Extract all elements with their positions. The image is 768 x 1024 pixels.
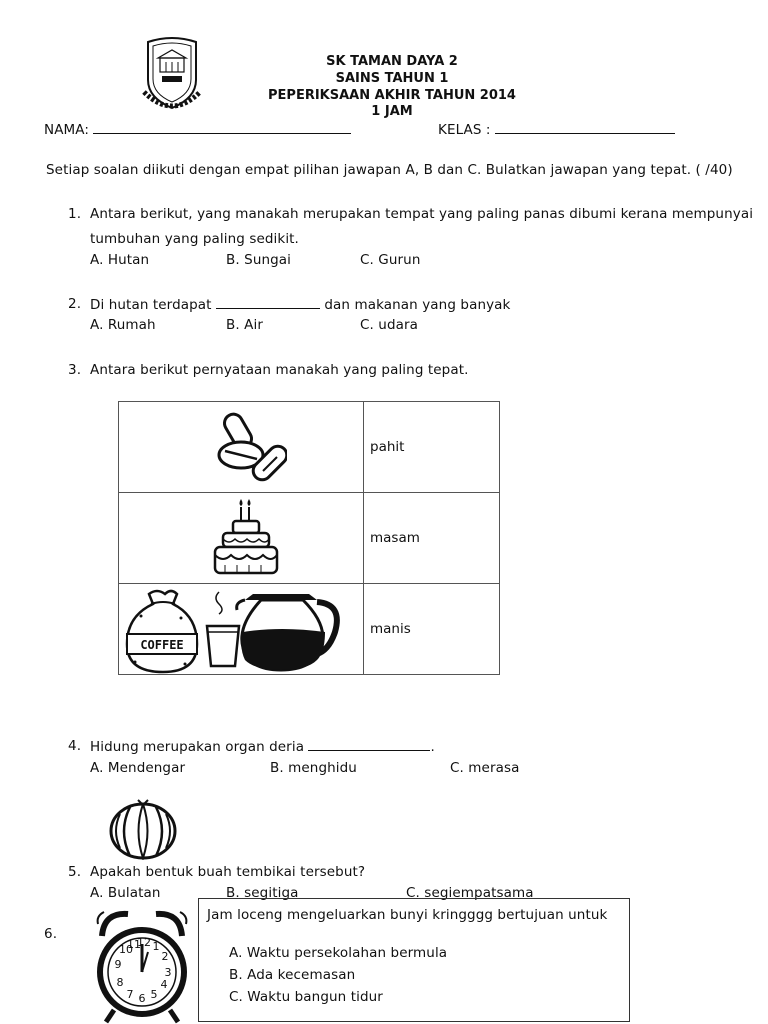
clock-number: 9: [114, 958, 122, 971]
q2-option-b[interactable]: B. Air: [226, 317, 263, 333]
coffee-cell: [119, 584, 364, 675]
coffee-sack-label: COFFEE: [140, 638, 184, 652]
q2-blank[interactable]: [216, 296, 320, 309]
q4-option-c[interactable]: C. merasa: [450, 760, 520, 776]
name-label: NAMA:: [44, 122, 90, 138]
alarm-clock-icon: [92, 906, 192, 1024]
q5-number: 5.: [68, 864, 82, 880]
table-row: [119, 493, 500, 584]
q5-option-c[interactable]: C. segiempatsama: [406, 885, 534, 901]
q1-number: 1.: [68, 206, 82, 222]
pills-cell: [119, 402, 364, 493]
subject-title: SAINS TAHUN 1: [335, 71, 449, 86]
pills-icon: [217, 405, 287, 489]
clock-number: 12: [137, 936, 151, 949]
q3-number: 3.: [68, 362, 82, 378]
clock-number: 3: [164, 966, 172, 979]
q6-option-b[interactable]: B. Ada kecemasan: [229, 967, 356, 983]
cake-cell: [119, 493, 364, 584]
class-label: KELAS :: [438, 122, 491, 138]
q6-prompt: Jam loceng mengeluarkan bunyi kringggg bertujuan untuk: [207, 907, 608, 923]
taste-label-sour: masam: [364, 493, 500, 584]
q4-option-b[interactable]: B. menghidu: [270, 760, 357, 776]
exam-title: PEPERIKSAAN AKHIR TAHUN 2014: [268, 88, 516, 103]
q4-blank[interactable]: [308, 738, 430, 751]
q4-text: Hidung merupakan organ deria .: [90, 739, 435, 755]
coffee-pot-icon: [237, 594, 337, 670]
q6-option-a[interactable]: A. Waktu persekolahan bermula: [229, 945, 448, 961]
coffee-sack-icon: [127, 591, 197, 672]
q3-text: Antara berikut pernyataan manakah yang paling tepat.: [90, 362, 469, 378]
taste-matching-table: [118, 401, 500, 675]
q6-question-box: [198, 898, 630, 1022]
instructions-text: Setiap soalan diikuti dengan empat pilihan jawapan A, B dan C. Bulatkan jawapan yang tepat.: [46, 162, 692, 178]
score-box: ( /40): [695, 162, 733, 178]
class-field[interactable]: [495, 121, 675, 134]
coffee-cup-icon: [207, 592, 239, 666]
clock-number: 11: [127, 938, 141, 951]
q1-text-2: tumbuhan yang paling sedikit.: [90, 231, 299, 247]
clock-number: 6: [138, 992, 146, 1005]
taste-label-sweet: manis: [364, 584, 500, 675]
watermelon-icon: [108, 798, 178, 860]
q4-text-main: Hidung merupakan organ deria: [90, 739, 305, 755]
q6-number: 6.: [44, 926, 58, 942]
q1-option-b[interactable]: B. Sungai: [226, 252, 292, 268]
taste-label-bitter: pahit: [364, 402, 500, 493]
clock-number: 7: [126, 988, 134, 1001]
clock-number: 8: [116, 976, 124, 989]
q2-option-c[interactable]: C. udara: [360, 317, 419, 333]
q5-option-b[interactable]: B. segitiga: [226, 885, 299, 901]
table-row: [119, 584, 500, 675]
clock-number: 4: [160, 978, 168, 991]
coffee-set-icon: [121, 586, 357, 674]
q1-option-a[interactable]: A. Hutan: [90, 252, 150, 268]
clock-number: 5: [150, 988, 158, 1001]
q2-text-before: Di hutan terdapat: [90, 297, 212, 313]
q5-option-a[interactable]: A. Bulatan: [90, 885, 161, 901]
q1-text: Antara berikut, yang manakah merupakan tempat yang paling panas dibumi kerana mempunyai: [90, 206, 754, 222]
q5-text: Apakah bentuk buah tembikai tersebut?: [90, 864, 366, 880]
q4-number: 4.: [68, 738, 82, 754]
q4-option-a[interactable]: A. Mendengar: [90, 760, 186, 776]
school-name: SK TAMAN DAYA 2: [326, 54, 458, 69]
clock-number: 10: [119, 943, 133, 956]
instructions: [46, 162, 733, 178]
q2-option-a[interactable]: A. Rumah: [90, 317, 156, 333]
exam-duration: 1 JAM: [371, 104, 413, 119]
q1-option-c[interactable]: C. Gurun: [360, 252, 421, 268]
clock-number: 2: [161, 950, 169, 963]
q2-text: [90, 296, 510, 313]
q2-number: 2.: [68, 296, 82, 312]
name-field[interactable]: [93, 121, 351, 134]
q2-text-after: dan makanan yang banyak: [324, 297, 511, 313]
q6-option-c[interactable]: C. Waktu bangun tidur: [229, 989, 383, 1005]
table-row: [119, 402, 500, 493]
birthday-cake-icon: [211, 495, 281, 583]
clock-number: 1: [152, 940, 160, 953]
